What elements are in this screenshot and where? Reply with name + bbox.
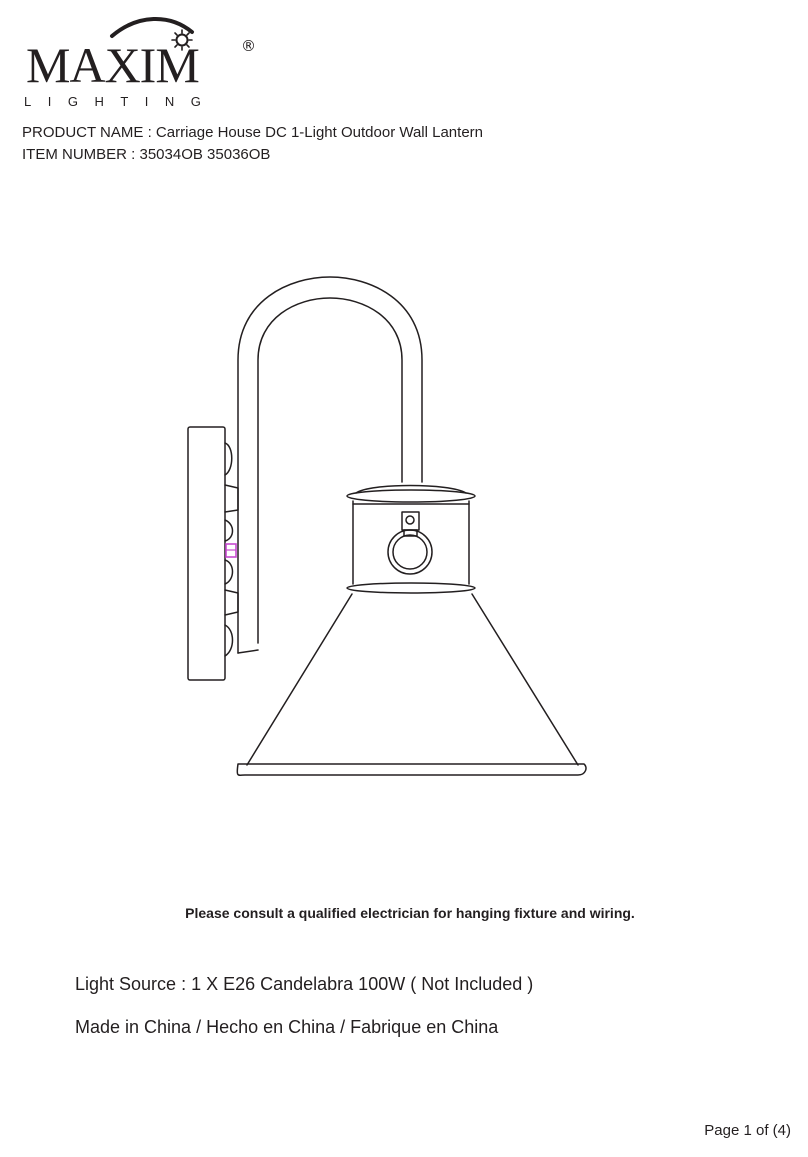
page-number: Page 1 of (4) <box>704 1122 791 1139</box>
registered-mark: ® <box>241 37 256 55</box>
product-name: PRODUCT NAME : Carriage House DC 1-Light Outdoor Wall Lantern <box>22 124 484 141</box>
ring-bracket <box>402 512 419 530</box>
backplate <box>188 427 225 680</box>
gooseneck-arm <box>238 277 422 653</box>
country-of-origin: Made in China / Hecho en China / Fabrique en China <box>75 1017 499 1037</box>
brand-name: MAXIM <box>26 37 199 93</box>
cone-shade <box>247 594 578 765</box>
item-number: ITEM NUMBER : 35034OB 35036OB <box>22 146 271 163</box>
light-source-spec: Light Source : 1 X E26 Candelabra 100W ( Not Included ) <box>75 974 534 994</box>
brand-tagline: LIGHTING <box>24 94 218 109</box>
shade-rim <box>237 764 586 775</box>
electrician-warning: Please consult a qualified electrician for hanging fixture and wiring. <box>185 905 635 921</box>
lamp-collar <box>353 501 469 584</box>
